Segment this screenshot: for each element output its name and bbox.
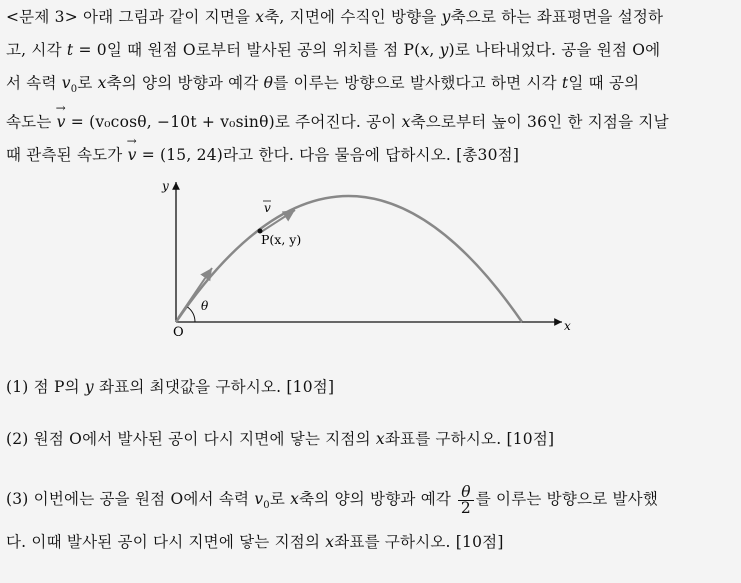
text: 축의 양의 방향과 예각 <box>106 74 264 92</box>
vector-label: v <box>264 201 271 215</box>
angle-arc <box>188 307 196 322</box>
text: 라고 한다. 다음 물음에 답하시오. [총30점] <box>223 146 520 165</box>
question-3: (3) 이번에는 공을 원점 O에서 속력 $v_0$로 x축의 양의 방향과 예각 $\frac{\theta}{2}$ 를 이루는 방향으로 발사했 다. 이때 발사된 공이 다시 지면에 닿는 지점의 x좌표를 구하시오. [10점] <box>6 482 659 552</box>
text: 로 <box>77 74 98 92</box>
problem-statement: <문제 3> 아래 그림과 같이 지면을 x축, 지면에 수직인 방향을 y축으로 하는 좌표평면을 설정하 고, 시각 t = 0일 때 원점 O로부터 발사된 공의 위치를 점 P(x, y)로 나타내었다. 공을 원점 O에 서 속력 $v_0$로 x축의 양의 방향과 예각 θ를 이루는 방향으로 발사했다고 하면 시각 t일 때 공의 속도는 → v = (v₀cosθ, −10t + v₀sinθ)로 주어진다. 공이 x축으로부터 높이 36인 한 지점을 지날 때 관측된 속도가 → v = (15, 24)라고 한다. 다음 물음에 답하시오. [총30점] <box>6 1 734 172</box>
text: 아래 그림과 같이 지면을 <box>77 8 256 26</box>
text: 좌표의 최댓값을 구하시오. [10점] <box>93 378 335 396</box>
math-var: v <box>61 74 71 92</box>
math-expr: = (15, 24) <box>136 146 223 165</box>
theta-label: θ <box>201 299 209 313</box>
math-var: x <box>401 113 411 132</box>
text: 축, 지면에 수직인 방향을 <box>264 8 442 26</box>
trajectory-curve <box>176 196 522 322</box>
math-var: x <box>420 41 430 59</box>
math-var: y <box>84 378 94 396</box>
text: (1) 점 P의 <box>6 378 85 396</box>
theta-half-fraction <box>458 482 474 517</box>
math-var: x <box>375 430 385 448</box>
math-var: x <box>97 74 107 92</box>
text: 로 주어진다. 공이 <box>274 113 402 132</box>
fraction-denominator: 2 <box>460 498 471 517</box>
text: )로 나타내었다. 공을 원점 O에 <box>448 41 661 59</box>
question-2 <box>6 423 734 456</box>
math-expr: = (v₀cosθ, −10t + v₀sinθ) <box>65 113 275 132</box>
velocity-vector: → v <box>57 106 66 139</box>
text: 고, 시각 <box>6 41 67 59</box>
text: 축으로부터 높이 36인 한 지점을 지날 <box>410 113 669 132</box>
x-axis-label: x <box>564 319 571 333</box>
text: 를 이루는 방향으로 발사했 <box>475 490 659 508</box>
text: 서 속력 <box>6 74 62 92</box>
math-var: y <box>439 41 449 59</box>
math-var: t <box>66 41 74 59</box>
math-expr: = 0 <box>73 41 107 59</box>
text: 로 <box>269 490 291 508</box>
math-var: θ <box>263 74 274 92</box>
text: 일 때 공의 <box>568 74 640 92</box>
math-var: y <box>441 8 451 26</box>
velocity-vector: → v <box>128 139 137 172</box>
text: (3) 이번에는 공을 원점 O에서 속력 <box>6 490 255 508</box>
text: (2) 원점 O에서 발사된 공이 다시 지면에 닿는 지점의 <box>6 430 376 448</box>
text: 다. 이때 발사된 공이 다시 지면에 닿는 지점의 <box>6 533 326 552</box>
math-var: x <box>255 8 265 26</box>
text: 때 관측된 속도가 <box>6 146 128 165</box>
math-var: x <box>290 490 300 508</box>
math-var: x <box>325 533 335 552</box>
text: 일 때 원점 O로부터 발사된 공의 위치를 점 P( <box>106 41 421 59</box>
text: 축으로 하는 좌표평면을 설정하 <box>450 8 664 26</box>
fraction-numerator: θ <box>458 485 474 501</box>
question-1 <box>6 371 734 404</box>
text: 좌표를 구하시오. [10점] <box>384 430 555 448</box>
origin-label: O <box>173 325 184 340</box>
problem-header: <문제 3> <box>6 8 78 26</box>
math-var: t <box>561 74 569 92</box>
text: 속도는 <box>6 113 57 132</box>
text: 축의 양의 방향과 예각 <box>299 490 457 508</box>
text: 를 이루는 방향으로 발사했다고 하면 시각 <box>273 74 562 92</box>
text: 좌표를 구하시오. [10점] <box>334 533 504 552</box>
math-var: v <box>254 490 264 508</box>
point-p-label: P(x, y) <box>261 232 302 247</box>
y-axis-label: y <box>162 179 169 193</box>
trajectory-figure <box>150 170 590 345</box>
